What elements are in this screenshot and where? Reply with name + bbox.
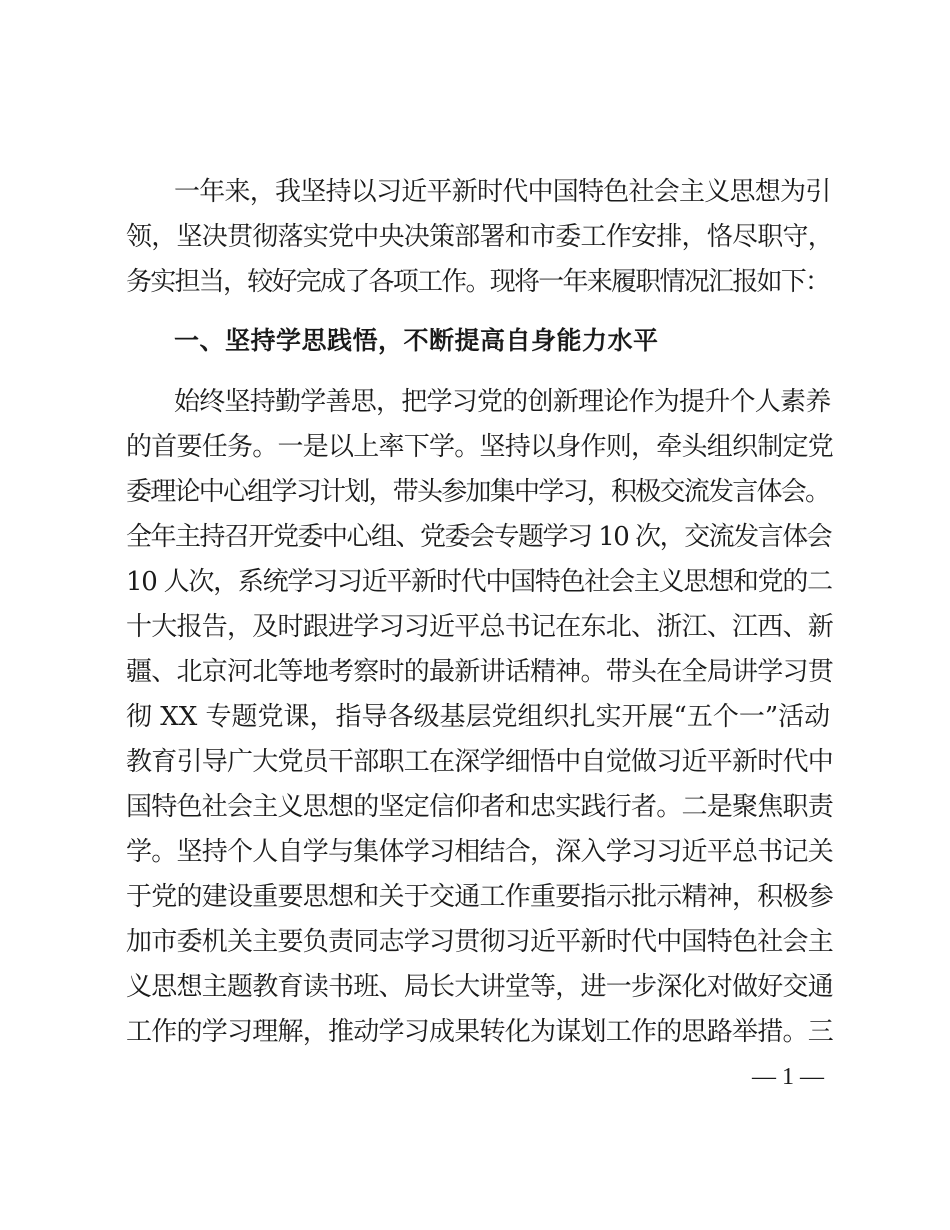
- text-line: 领，坚决贯彻落实党中央决策部署和市委工作安排，恪尽职守，: [126, 222, 834, 252]
- text-line: 于党的建设重要思想和关于交通工作重要指示批示精神，积极参: [126, 882, 834, 912]
- text-line: 彻 XX 专题党课，指导各级基层党组织扎实开展“五个一”活动: [126, 702, 831, 732]
- text-line: 疆、北京河北等地考察时的最新讲话精神。带头在全局讲学习贯: [126, 657, 834, 687]
- text-line: 国特色社会主义思想的坚定信仰者和忠实践行者。二是聚焦职责: [126, 792, 834, 822]
- text-line: 十大报告，及时跟进学习习近平总书记在东北、浙江、江西、新: [126, 612, 834, 642]
- text-line: 10 人次，系统学习习近平新时代中国特色社会主义思想和党的二: [126, 567, 832, 597]
- text-line: 工作的学习理解，推动学习成果转化为谋划工作的思路举措。三: [126, 1017, 834, 1047]
- text-line: 全年主持召开党委中心组、党委会专题学习 10 次，交流发言体会: [126, 522, 832, 552]
- text-line: 学。坚持个人自学与集体学习相结合，深入学习习近平总书记关: [126, 837, 834, 867]
- text-line: 加市委机关主要负责同志学习贯彻习近平新时代中国特色社会主: [126, 927, 834, 957]
- text-line: 的首要任务。一是以上率下学。坚持以身作则，牵头组织制定党: [126, 432, 834, 462]
- text-line: 委理论中心组学习计划，带头参加集中学习，积极交流发言体会。: [126, 477, 830, 507]
- text-line: 义思想主题教育读书班、局长大讲堂等，进一步深化对做好交通: [126, 972, 834, 1002]
- text-line: 教育引导广大党员干部职工在深学细悟中自觉做习近平新时代中: [126, 747, 834, 777]
- section-heading: 一、坚持学思践悟，不断提高自身能力水平: [174, 326, 659, 355]
- text-line: 始终坚持勤学善思，把学习党的创新理论作为提升个人素养: [174, 387, 831, 417]
- text-line: 一年来，我坚持以习近平新时代中国特色社会主义思想为引: [174, 177, 831, 207]
- text-line: 务实担当，较好完成了各项工作。现将一年来履职情况汇报如下：: [126, 267, 830, 297]
- page-number: — 1 —: [752, 1064, 824, 1090]
